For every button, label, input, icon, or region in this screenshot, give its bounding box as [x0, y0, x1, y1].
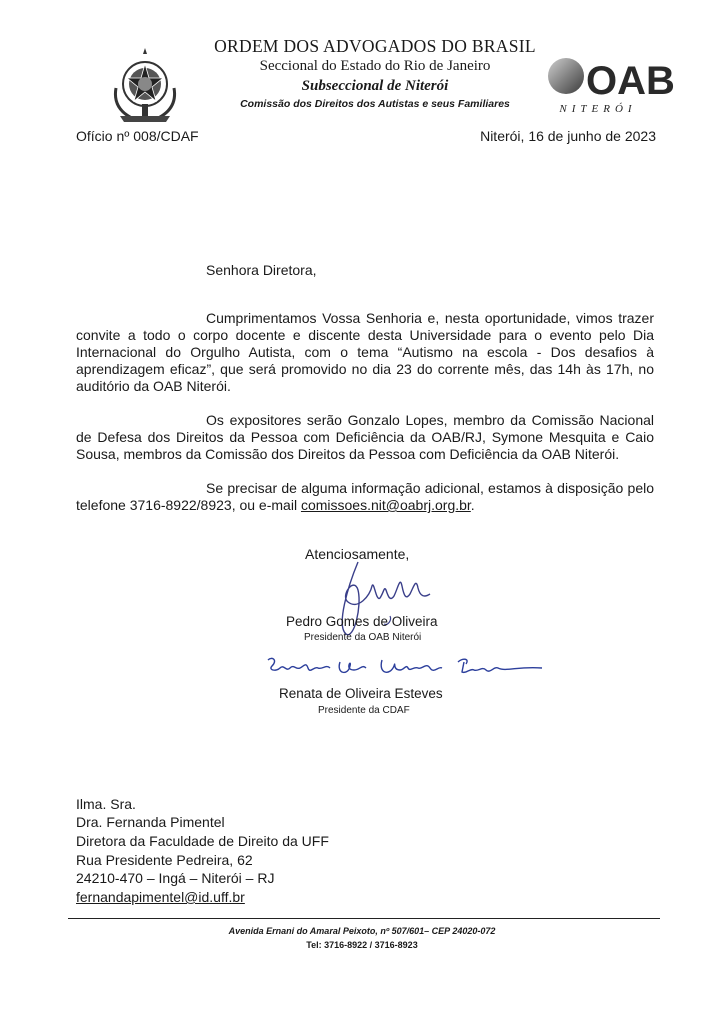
recipient-street: Rua Presidente Pedreira, 62: [76, 852, 253, 868]
paragraph-invitation: Cumprimentamos Vossa Senhoria e, nesta oportunidade, vimos trazer convite a todo o corpo docente e discente desta Universidade para o evento pelo Dia Internacional do Orgulho Autista, com o tema “Autismo na escola - Dos desafios à aprendizagem eficaz”, que será promovido no dia 23 do corrente mês, das 14h às 17h, no auditório da OAB Niterói.: [76, 310, 654, 394]
signatory-1-role: Presidente da OAB Niterói: [304, 632, 422, 643]
footer-address: Avenida Ernani do Amaral Peixoto, nº 507/601– CEP 24020-072: [228, 926, 496, 936]
recipient-salutation: Ilma. Sra.: [76, 796, 136, 812]
paragraph-speakers: Os expositores serão Gonzalo Lopes, membro da Comissão Nacional de Defesa dos Direitos da Pessoa com Deficiência da OAB/RJ, Symone Mesquita e Caio Sousa, membros da Comissão dos Direitos da Pessoa com Deficiência da OAB Niterói.: [76, 412, 654, 462]
contact-text: Se precisar de alguma informação adicional, estamos à disposição pelo telefone 3716-8922/8923, ou e-mail: [76, 480, 654, 513]
contact-end: .: [470, 497, 475, 513]
paragraph-contact: [76, 480, 654, 514]
closing: Atenciosamente,: [305, 546, 410, 562]
signature-renata: [262, 652, 552, 686]
signatory-2-role: Presidente da CDAF: [318, 705, 410, 716]
logo-text: OAB: [586, 59, 675, 103]
recipient-email-link[interactable]: fernandapimentel@id.uff.br: [76, 889, 245, 905]
oficio-reference: Ofício nº 008/CDAF: [76, 128, 199, 144]
footer-divider: [68, 918, 660, 919]
recipient-title: Diretora da Faculdade de Direito da UFF: [76, 833, 329, 849]
logo-city: NITERÓI: [559, 103, 637, 115]
letter-date: Niterói, 16 de junho de 2023: [480, 128, 656, 144]
signatory-1-name: Pedro Gomes de Oliveira: [286, 614, 438, 629]
signatory-2-name: Renata de Oliveira Esteves: [279, 686, 443, 701]
subseccional-name: Subseccional de Niterói: [301, 78, 449, 94]
recipient-city: 24210-470 – Ingá – Niterói – RJ: [76, 870, 275, 886]
organization-name: ORDEM DOS ADVOGADOS DO BRASIL: [214, 36, 536, 56]
salutation: Senhora Diretora,: [206, 262, 317, 278]
recipient-name: Dra. Fernanda Pimentel: [76, 814, 225, 830]
commission-email-link[interactable]: comissoes.nit@oabrj.org.br: [300, 497, 471, 513]
seccional-name: Seccional do Estado do Rio de Janeiro: [259, 58, 491, 74]
footer-phone: Tel: 3716-8922 / 3716-8923: [306, 940, 418, 950]
commission-name: Comissão dos Direitos dos Autistas e seus Familiares: [240, 98, 510, 110]
oab-niteroi-logo: [546, 54, 675, 116]
